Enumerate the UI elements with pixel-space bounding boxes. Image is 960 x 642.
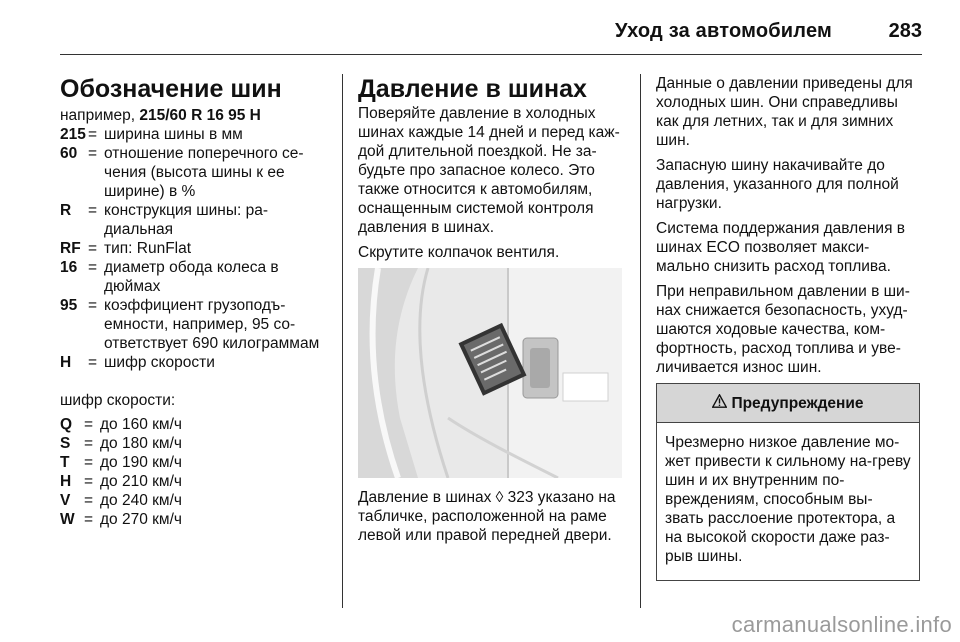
definition-text: конструкция шины: ра-диальная [104, 202, 269, 238]
speed-code-row [60, 453, 332, 472]
speed-code-list [60, 415, 332, 529]
equals-sign: = [84, 416, 94, 433]
speed-code-key: T [60, 454, 70, 471]
paragraph: При неправильном давлении в ши-нах снижается безопасность, ухуд-шаются ходовые качества, ком-фортность, расход топлива и уве-личивается износ шин. [656, 283, 910, 376]
paragraph: Скрутите колпачок вентиля. [358, 244, 560, 261]
equals-sign: = [84, 454, 94, 471]
definition-row [60, 353, 332, 372]
speed-code-key: H [60, 473, 72, 490]
definition-text: коэффициент грузоподъ-емности, например, 95 со-ответствует 690 килограммам [104, 297, 320, 352]
speed-code-title: шифр скорости: [60, 392, 176, 409]
warning-text: Чрезмерно низкое давление мо-жет привести к сильному на-греву шин и их внутренним по-вреждениям, способным вы-звать расслоение протектора, а на высокой скорости даже раз-рыв шины. [665, 434, 911, 565]
definition-row [60, 125, 332, 144]
paragraph: Данные о давлении приведены для холодных шин. Они справедливы как для летних, так и для зимних шин. [656, 75, 913, 149]
paragraph: Запасную шину накачивайте до давления, указанного для полной нагрузки. [656, 157, 899, 212]
equals-sign: = [88, 145, 98, 162]
column-divider [640, 74, 641, 608]
definition-key: 60 [60, 145, 78, 162]
definition-text: диаметр обода колеса в дюймах [104, 259, 279, 295]
definition-key: RF [60, 240, 81, 257]
equals-sign: = [84, 492, 94, 509]
speed-code-text: до 270 км/ч [100, 511, 182, 528]
speed-code-row [60, 415, 332, 434]
tire-designation-column [60, 74, 332, 529]
equals-sign: = [88, 126, 98, 143]
equals-sign: = [84, 511, 94, 528]
speed-code-row [60, 472, 332, 491]
paragraph: Система поддержания давления в шинах ECO позволяет макси-мально снизить расход топлива. [656, 220, 905, 275]
speed-code-text: до 190 км/ч [100, 454, 182, 471]
definition-text: отношение поперечного се-чения (высота шины к ее ширине) в % [104, 145, 304, 200]
paragraph: Давление в шинах ◊ 323 указано на табличке, расположенной на раме левой или правой передней двери. [358, 489, 616, 544]
definition-row [60, 201, 332, 239]
speed-code-text: до 160 км/ч [100, 416, 182, 433]
tire-designation-heading: Обозначение шин [60, 75, 282, 103]
equals-sign: = [88, 240, 98, 257]
example-value: 215/60 R 16 95 H [139, 107, 261, 124]
definition-text: шифр скорости [104, 354, 215, 371]
definition-key: H [60, 354, 72, 371]
tire-pressure-heading: Давление в шинах [358, 75, 587, 103]
definition-key: R [60, 202, 72, 219]
speed-code-key: V [60, 492, 71, 509]
example-line [60, 106, 332, 125]
definition-text: ширина шины в мм [104, 126, 243, 143]
definition-key: 95 [60, 297, 78, 314]
warning-box [656, 383, 920, 581]
warning-header [657, 384, 919, 423]
door-frame-label-photo [358, 268, 622, 478]
speed-code-text: до 240 км/ч [100, 492, 182, 509]
speed-code-text: до 210 км/ч [100, 473, 182, 490]
equals-sign: = [88, 259, 98, 276]
equals-sign: = [88, 354, 98, 371]
definition-text: тип: RunFlat [104, 240, 192, 257]
definition-row [60, 239, 332, 258]
warning-title: Предупреждение [731, 394, 864, 412]
watermark: carmanualsonline.info [731, 612, 952, 637]
warning-triangle-icon [712, 394, 727, 413]
tire-pressure-column [358, 74, 624, 551]
speed-code-row [60, 491, 332, 510]
speed-code-key: W [60, 511, 75, 528]
speed-code-key: Q [60, 416, 73, 433]
speed-code-text: до 180 км/ч [100, 435, 182, 452]
equals-sign: = [88, 297, 98, 314]
section-title: Уход за автомобилем [614, 20, 832, 42]
definition-list [60, 125, 332, 372]
definition-row [60, 258, 332, 296]
equals-sign: = [88, 202, 98, 219]
speed-code-key: S [60, 435, 71, 452]
pressure-info-column [656, 74, 922, 581]
page-number: 283 [888, 20, 922, 42]
equals-sign: = [84, 435, 94, 452]
column-divider [342, 74, 343, 608]
definition-key: 16 [60, 259, 78, 276]
definition-row [60, 144, 332, 201]
speed-code-row [60, 510, 332, 529]
equals-sign: = [84, 473, 94, 490]
speed-code-row [60, 434, 332, 453]
page-header [60, 16, 922, 55]
definition-key: 215 [60, 126, 86, 143]
paragraph: Поверяйте давление в холодных шинах каждые 14 дней и перед каж-дой длительной поездкой. Не за-будьте про запасное колесо. Это также относится к автомобилям, оснащенным системой контроля давления в шинах. [358, 105, 620, 236]
example-prefix: например, [60, 107, 136, 124]
definition-row [60, 296, 332, 353]
